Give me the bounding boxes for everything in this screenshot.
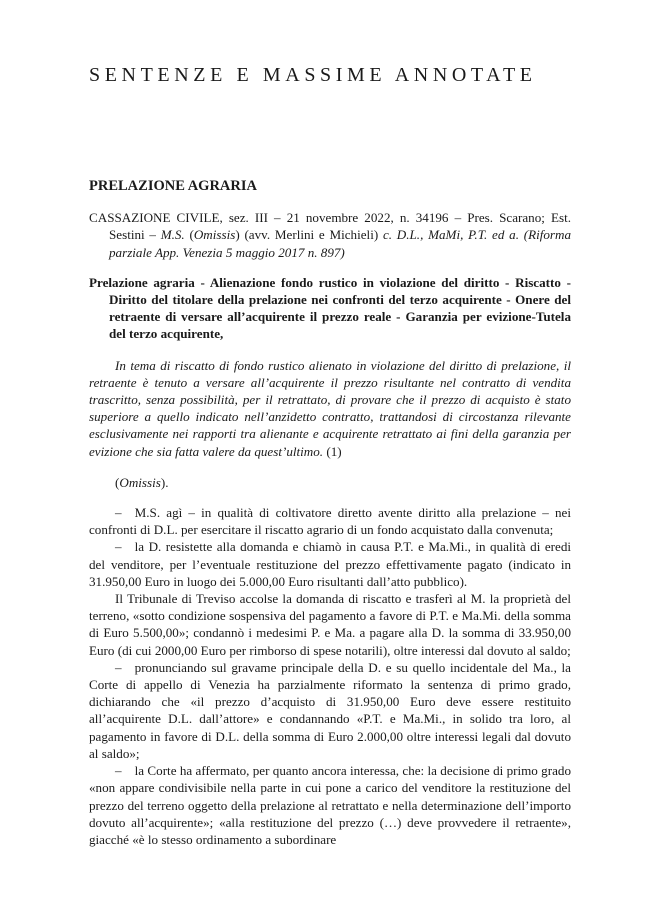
maxim-text: In tema di riscatto di fondo rustico alienato in violazione del diritto di prelazione, il retraente è tenuto a versare all’acquirente il prezzo risultante nel contratto di vendita trascritto, senza possibilità, per il retrattato, di provare che il prezzo di acquisto è stato superiore a quello indicato nell’anzidetto contratto, trattandosi di circostanza rilevante esclusivamente nei rapporti tra alienante e acquirente retrattato ai fini della garanzia per evizione che sia fatta valere da quest’ultimo. (89, 357, 571, 459)
case-header: CASSAZIONE CIVILE, sez. III – 21 novembre 2022, n. 34196 – Pres. Scarano; Est. Sestini – M.S. (Omissis) (avv. Merlini e Michieli) c. D.L., MaMi, P.T. ed a. (Riforma parziale App. Venezia 5 maggio 2017 n. 897) (89, 210, 572, 260)
legal-maxim (89, 357, 571, 460)
appellant: M.S. (160, 227, 185, 243)
paragraph: Il Tribunale di Treviso accolse la domanda di riscatto e trasferì al M. la proprietà del terreno, «sotto condizione sospensiva del pagamento a favore di P.T. e Ma.Mi. della somma di Euro 5.500,00»; condannò i medesimi P. e Ma. a pagare alla D. la somma di 33.950,00 Euro (di cui 2000,00 Euro per rimborso di spese notarili), oltre interessi dal dovuto al saldo; (89, 591, 571, 658)
subject-keywords: Prelazione agraria - Alienazione fondo rustico in violazione del diritto - Riscatto - Diritto del titolare della prelazione nei confronti del terzo acquirente - Onere del retraente di versare all’acquirente il prezzo reale - Garanzia per evizione-Tutela del terzo acquirente, (89, 274, 571, 342)
omissis-line: (Omissis). (115, 474, 169, 490)
counsel: ) (avv. Merlini e Michieli) (235, 227, 383, 243)
omissis-marker: Omissis (193, 227, 236, 243)
section-title: PRELAZIONE AGRARIA (89, 178, 257, 194)
paragraph: – la D. resistette alla domanda e chiamò in causa P.T. e Ma.Mi., in qualità di eredi del venditore, per l’eventuale restituzione del prezzo effettivamente pagato (indicato in 31.950,00 Euro in luogo dei 5.000,00 Euro risultanti dall’atto pubblico). (89, 539, 571, 589)
omissis-word: Omissis (119, 474, 161, 490)
paragraph: – la Corte ha affermato, per quanto ancora interessa, che: la decisione di primo grado «non appare condivisibile nella parte in cui pone a carico del venditore la restituzione del prezzo del terreno oggetto della prelazione al retrattato e nella determinazione dell’importo dovuto all’acquirente»; «alla restituzione del prezzo (…) deve provvedere il retraente», giacché «è lo stesso ordinamento a subordinare (89, 763, 571, 847)
running-head: SENTENZE E MASSIME ANNOTATE (89, 64, 537, 86)
court-citation: CASSAZIONE CIVILE, sez. III – 21 novembre 2022, n. 34196 – Pres. Scarano; Est. Sestini – (89, 210, 571, 243)
respondents: c. D.L., MaMi, P.T. ed a. (Riforma parziale App. Venezia 5 maggio 2017 n. 897) (109, 227, 572, 260)
footnote-ref: (1) (323, 443, 342, 459)
article-body (89, 178, 571, 848)
paragraph: – pronunciando sul gravame principale della D. e su quello incidentale del Ma., la Corte di appello di Venezia ha parzialmente riformato la sentenza di primo grado, dichiarando che «il prezzo d’acquisto di 31.950,00 Euro deve essere restituito all’acquirente D.L. dall’attore» e condannando «P.T. e Ma.Mi., in solido tra loro, al pagamento in favore di D.L. della somma di Euro 2.000,00 oltre interessi legali dal dovuto al saldo»; (89, 659, 571, 761)
paragraph: – M.S. agì – in qualità di coltivatore diretto avente diritto alla prelazione – nei confronti di D.L. per esercitare il riscatto agrario di un fondo acquistato dalla convenuta; (89, 505, 571, 538)
